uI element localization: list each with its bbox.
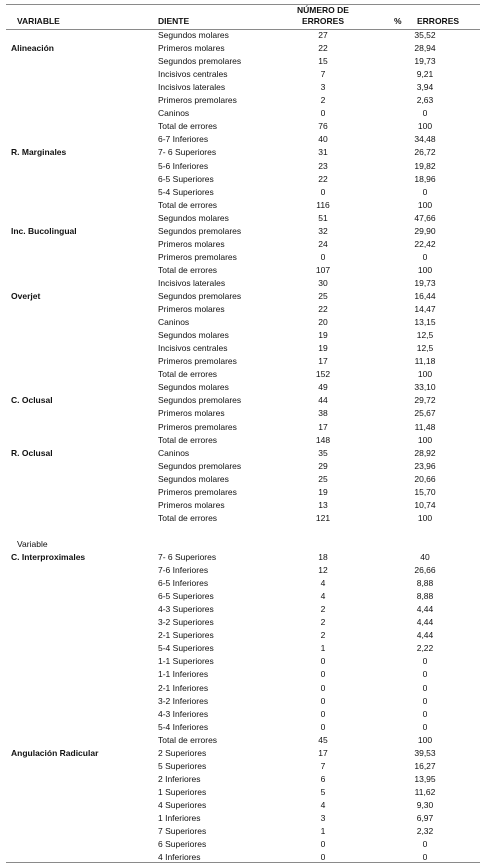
percent-cell: 100 — [417, 264, 433, 275]
error-count-cell: 45 — [318, 734, 328, 745]
variable-cell: Overjet — [11, 291, 41, 301]
percent-cell: 4,44 — [416, 630, 434, 641]
table-row — [0, 747, 484, 760]
tooth-cell: 4 Superiores — [158, 799, 207, 810]
table-row — [0, 368, 484, 381]
table-row — [0, 760, 484, 773]
table-row — [0, 616, 484, 629]
percent-cell: 29,72 — [414, 395, 436, 406]
percent-cell: 15,70 — [414, 486, 436, 497]
error-count-cell: 29 — [318, 460, 328, 471]
table-row — [0, 551, 484, 564]
variable-cell: Inc. Bucolingual — [11, 225, 77, 236]
tooth-cell: Incisivos laterales — [158, 277, 226, 288]
tooth-cell: Primeros premolares — [158, 356, 237, 367]
table-row — [0, 146, 484, 159]
tooth-cell: Total de errores — [158, 434, 218, 445]
percent-cell: 0 — [422, 721, 428, 732]
error-count-cell: 2 — [320, 630, 326, 641]
table-row — [0, 447, 484, 460]
tooth-cell: 6-5 Superiores — [158, 591, 214, 602]
error-count-cell: 6 — [320, 773, 326, 784]
percent-cell: 0 — [422, 839, 428, 850]
table-row — [0, 629, 484, 642]
error-count-cell: 30 — [318, 277, 328, 288]
percent-cell: 2,63 — [416, 95, 434, 106]
percent-cell: 19,82 — [414, 160, 436, 171]
error-count-cell: 4 — [320, 591, 326, 602]
variable-cell: R. Oclusal — [11, 447, 53, 458]
tooth-cell: 3-2 Inferiores — [158, 695, 209, 706]
tooth-cell: 6-5 Inferiores — [158, 578, 209, 589]
header-numero-line1: NÚMERO DE — [297, 5, 349, 15]
table-row — [0, 329, 484, 342]
tooth-cell: Total de errores — [158, 734, 218, 745]
tooth-cell: 7- 6 Superiores — [158, 552, 217, 562]
tooth-cell: Total de errores — [158, 199, 218, 210]
tooth-cell: Segundos premolares — [158, 225, 242, 236]
percent-cell: 6,97 — [416, 813, 434, 823]
error-count-cell: 1 — [320, 643, 326, 654]
error-count-cell: 7 — [320, 69, 326, 80]
error-count-cell: 20 — [318, 317, 328, 328]
table-row — [0, 708, 484, 721]
table-row — [0, 682, 484, 695]
table-row — [0, 316, 484, 329]
error-count-cell: 148 — [315, 434, 331, 445]
table-row — [0, 107, 484, 120]
table-row — [0, 238, 484, 251]
table-row — [0, 499, 484, 512]
tooth-cell: Primeros molares — [158, 43, 225, 54]
table-row — [0, 212, 484, 225]
percent-cell: 47,66 — [414, 212, 436, 223]
error-count-cell: 22 — [318, 43, 328, 54]
tooth-cell: 4-3 Inferiores — [158, 708, 209, 719]
tooth-cell: 2-1 Superiores — [158, 630, 214, 641]
error-count-cell: 2 — [320, 95, 326, 106]
tooth-cell: Total de errores — [158, 264, 218, 275]
error-count-cell: 4 — [320, 799, 326, 810]
error-count-cell: 18 — [318, 552, 328, 562]
table-row — [0, 199, 484, 212]
error-count-cell: 22 — [318, 173, 328, 184]
tooth-cell: 2 Inferiores — [158, 773, 201, 784]
error-count-cell: 40 — [318, 134, 328, 145]
table-row — [0, 173, 484, 186]
percent-cell: 16,44 — [414, 291, 436, 301]
percent-cell: 0 — [422, 186, 428, 197]
table-row — [0, 55, 484, 68]
percent-cell: 4,44 — [416, 604, 434, 615]
tooth-cell: 7-6 Inferiores — [158, 565, 209, 576]
variable-cell: Variable — [17, 538, 48, 549]
percent-cell: 2,32 — [416, 826, 434, 837]
tooth-cell: 6-5 Superiores — [158, 173, 214, 184]
percent-cell: 23,96 — [414, 460, 436, 471]
percent-cell: 14,47 — [414, 304, 436, 315]
error-count-cell: 19 — [318, 486, 328, 497]
tooth-cell: Primeros molares — [158, 499, 225, 510]
tooth-cell: Caninos — [158, 317, 190, 328]
percent-cell: 0 — [422, 695, 428, 706]
error-count-cell: 25 — [318, 291, 328, 301]
table-row — [0, 133, 484, 146]
variable-cell: R. Marginales — [11, 147, 67, 158]
error-count-cell: 2 — [320, 617, 326, 628]
error-count-cell: 0 — [320, 656, 326, 667]
percent-cell: 100 — [417, 369, 433, 380]
error-count-cell: 19 — [318, 343, 328, 354]
tooth-cell: 1-1 Superiores — [158, 656, 214, 667]
tooth-cell: 5-4 Inferiores — [158, 721, 209, 732]
error-count-cell: 0 — [320, 186, 326, 197]
percent-cell: 33,10 — [414, 382, 436, 393]
percent-cell: 8,88 — [416, 591, 434, 602]
error-count-cell: 0 — [320, 682, 326, 693]
tooth-cell: Total de errores — [158, 512, 218, 523]
table-row — [0, 381, 484, 394]
tooth-cell: 2 Superiores — [158, 747, 207, 758]
header-variable: VARIABLE — [17, 16, 60, 26]
table-row — [0, 290, 484, 303]
table-row — [0, 277, 484, 290]
table-row — [0, 799, 484, 812]
percent-cell: 22,42 — [414, 238, 436, 249]
tooth-cell: 5-6 Inferiores — [158, 160, 209, 171]
error-count-cell: 23 — [318, 160, 328, 171]
error-count-cell: 4 — [320, 578, 326, 589]
percent-cell: 100 — [417, 199, 433, 210]
tooth-cell: 6-7 Inferiores — [158, 134, 209, 145]
header-diente: DIENTE — [158, 16, 190, 26]
percent-cell: 13,15 — [414, 317, 436, 328]
tooth-cell: Segundos premolares — [158, 395, 242, 406]
percent-cell: 35,52 — [414, 30, 436, 40]
percent-cell: 40 — [420, 552, 430, 562]
table-row — [0, 225, 484, 238]
error-count-cell: 0 — [320, 695, 326, 706]
variable-cell: C. Interproximales — [11, 552, 86, 562]
percent-cell: 11,48 — [414, 421, 436, 432]
error-count-cell: 13 — [318, 499, 328, 510]
table-row — [0, 264, 484, 277]
error-count-cell: 3 — [320, 82, 326, 93]
table-row — [0, 94, 484, 107]
percent-cell: 11,62 — [414, 786, 436, 797]
percent-cell: 100 — [417, 512, 433, 523]
percent-cell: 18,96 — [414, 173, 436, 184]
table-row — [0, 695, 484, 708]
percent-cell: 26,72 — [414, 147, 436, 158]
error-count-cell: 17 — [318, 421, 328, 432]
error-count-cell: 0 — [320, 852, 326, 863]
error-count-cell: 2 — [320, 604, 326, 615]
tooth-cell: 5-4 Superiores — [158, 186, 214, 197]
tooth-cell: 4 Inferiores — [158, 852, 201, 863]
percent-cell: 12,5 — [416, 343, 434, 354]
error-count-cell: 31 — [318, 147, 328, 158]
table-row — [0, 486, 484, 499]
percent-cell: 9,30 — [416, 799, 434, 810]
error-count-cell: 24 — [318, 238, 328, 249]
tooth-cell: Segundos premolares — [158, 460, 242, 471]
table-row — [0, 838, 484, 851]
table-row — [0, 355, 484, 368]
percent-cell: 3,94 — [416, 82, 434, 93]
tooth-cell: 3-2 Superiores — [158, 617, 214, 628]
percent-cell: 25,67 — [414, 408, 436, 419]
error-count-cell: 12 — [318, 565, 328, 576]
percent-cell: 20,66 — [414, 473, 436, 484]
tooth-cell: Incisivos centrales — [158, 69, 228, 80]
error-count-cell: 17 — [318, 747, 328, 758]
percent-cell: 100 — [417, 734, 433, 745]
percent-cell: 34,48 — [414, 134, 436, 145]
error-count-cell: 19 — [318, 330, 328, 341]
error-count-cell: 0 — [320, 721, 326, 732]
table-row — [0, 342, 484, 355]
table-row — [0, 394, 484, 407]
error-count-cell: 35 — [318, 447, 328, 458]
top-rule — [6, 4, 480, 5]
error-count-cell: 121 — [315, 512, 331, 523]
variable-cell: Angulación Radicular — [11, 747, 99, 758]
tooth-cell: Total de errores — [158, 121, 218, 132]
percent-cell: 0 — [422, 656, 428, 667]
table-row — [0, 642, 484, 655]
tooth-cell: Primeros premolares — [158, 486, 237, 497]
tooth-cell: 1 Superiores — [158, 786, 207, 797]
tooth-cell: Primeros molares — [158, 408, 225, 419]
percent-cell: 29,90 — [414, 225, 436, 236]
error-count-cell: 44 — [318, 395, 328, 406]
table-row — [0, 721, 484, 734]
tooth-cell: Segundos molares — [158, 30, 229, 40]
table-row — [0, 81, 484, 94]
tooth-cell: Primeros premolares — [158, 95, 237, 106]
table-row — [0, 525, 484, 538]
error-count-cell: 25 — [318, 473, 328, 484]
tooth-cell: Segundos molares — [158, 473, 229, 484]
table-row — [0, 812, 484, 825]
error-count-cell: 3 — [320, 813, 326, 823]
percent-cell: 10,74 — [414, 499, 436, 510]
percent-cell: 0 — [422, 669, 428, 680]
percent-cell: 0 — [422, 852, 428, 863]
tooth-cell: 4-3 Superiores — [158, 604, 214, 615]
percent-cell: 16,27 — [414, 760, 436, 771]
table-row — [0, 186, 484, 199]
tooth-cell: 6 Superiores — [158, 839, 207, 850]
percent-cell: 19,73 — [414, 56, 436, 67]
table-row — [0, 460, 484, 473]
tooth-cell: 5 Superiores — [158, 760, 207, 771]
tooth-cell: 2-1 Inferiores — [158, 682, 209, 693]
table-row — [0, 473, 484, 486]
table-row — [0, 120, 484, 133]
table-row — [0, 668, 484, 681]
percent-cell: 0 — [422, 682, 428, 693]
tooth-cell: 7- 6 Superiores — [158, 147, 217, 158]
percent-cell: 8,88 — [416, 578, 434, 589]
header-errores: ERRORES — [417, 16, 460, 26]
percent-cell: 100 — [417, 121, 433, 132]
error-count-cell: 1 — [320, 826, 326, 837]
percent-cell: 9,21 — [416, 69, 434, 80]
percent-cell: 4,44 — [416, 617, 434, 628]
error-count-cell: 0 — [320, 669, 326, 680]
header-numero-line2: ERRORES — [301, 16, 345, 26]
percent-cell: 0 — [422, 708, 428, 719]
table-row — [0, 303, 484, 316]
error-count-cell: 15 — [318, 56, 328, 67]
tooth-cell: Total de errores — [158, 369, 218, 380]
error-count-cell: 32 — [318, 225, 328, 236]
error-count-cell: 76 — [318, 121, 328, 132]
tooth-cell: Segundos premolares — [158, 56, 242, 67]
table-row — [0, 773, 484, 786]
table-row — [0, 538, 484, 551]
tooth-cell: Incisivos laterales — [158, 82, 226, 93]
percent-cell: 2,22 — [416, 643, 434, 654]
table-row — [0, 734, 484, 747]
table-row — [0, 42, 484, 55]
percent-cell: 100 — [417, 434, 433, 445]
error-count-cell: 51 — [318, 212, 328, 223]
error-count-cell: 0 — [320, 708, 326, 719]
error-count-cell: 0 — [320, 108, 326, 119]
error-count-cell: 107 — [315, 264, 331, 275]
tooth-cell: Segundos molares — [158, 212, 229, 223]
table-row — [0, 251, 484, 264]
tooth-cell: Segundos molares — [158, 382, 229, 393]
tooth-cell: Caninos — [158, 447, 190, 458]
percent-cell: 12,5 — [416, 330, 434, 341]
percent-cell: 39,53 — [414, 747, 436, 758]
error-count-cell: 0 — [320, 251, 326, 262]
table-row — [0, 29, 484, 42]
percent-cell: 11,18 — [414, 356, 436, 367]
table-row — [0, 160, 484, 173]
percent-cell: 0 — [422, 251, 428, 262]
error-count-cell: 116 — [316, 199, 330, 210]
error-count-cell: 22 — [318, 304, 328, 315]
percent-cell: 28,94 — [414, 43, 436, 54]
table-row — [0, 590, 484, 603]
tooth-cell: 5-4 Superiores — [158, 643, 214, 654]
tooth-cell: 1-1 Inferiores — [158, 669, 209, 680]
tooth-cell: Segundos premolares — [158, 291, 242, 301]
error-count-cell: 5 — [320, 786, 326, 797]
error-count-cell: 152 — [315, 369, 331, 380]
error-count-cell: 0 — [320, 839, 326, 850]
table-row — [0, 434, 484, 447]
tooth-cell: Primeros molares — [158, 304, 225, 315]
percent-cell: 28,92 — [414, 447, 436, 458]
percent-cell: 13,95 — [414, 773, 436, 784]
table-row — [0, 577, 484, 590]
tooth-cell: 7 Superiores — [158, 826, 207, 837]
table-row — [0, 825, 484, 838]
table-row — [0, 512, 484, 525]
table-row — [0, 421, 484, 434]
table-row — [0, 603, 484, 616]
error-count-cell: 38 — [318, 408, 328, 419]
variable-cell: C. Oclusal — [11, 395, 53, 406]
table-row — [0, 564, 484, 577]
error-count-cell: 17 — [318, 356, 328, 367]
percent-cell: 19,73 — [414, 277, 436, 288]
tooth-cell: Caninos — [158, 108, 190, 119]
tooth-cell: 1 Inferiores — [158, 813, 201, 823]
tooth-cell: Primeros molares — [158, 238, 225, 249]
error-count-cell: 7 — [320, 760, 326, 771]
percent-cell: 26,66 — [414, 565, 436, 576]
tooth-cell: Segundos molares — [158, 330, 229, 341]
bottom-rule — [6, 862, 480, 863]
percent-cell: 0 — [422, 108, 428, 119]
tooth-cell: Incisivos centrales — [158, 343, 228, 354]
table-row — [0, 655, 484, 668]
table-row — [0, 407, 484, 420]
table-row — [0, 68, 484, 81]
variable-cell: Alineación — [11, 43, 54, 54]
tooth-cell: Primeros premolares — [158, 421, 237, 432]
tooth-cell: Primeros premolares — [158, 251, 237, 262]
table-row — [0, 786, 484, 799]
error-count-cell: 49 — [318, 382, 328, 393]
header-pct: % — [394, 16, 402, 26]
error-count-cell: 27 — [318, 30, 328, 40]
